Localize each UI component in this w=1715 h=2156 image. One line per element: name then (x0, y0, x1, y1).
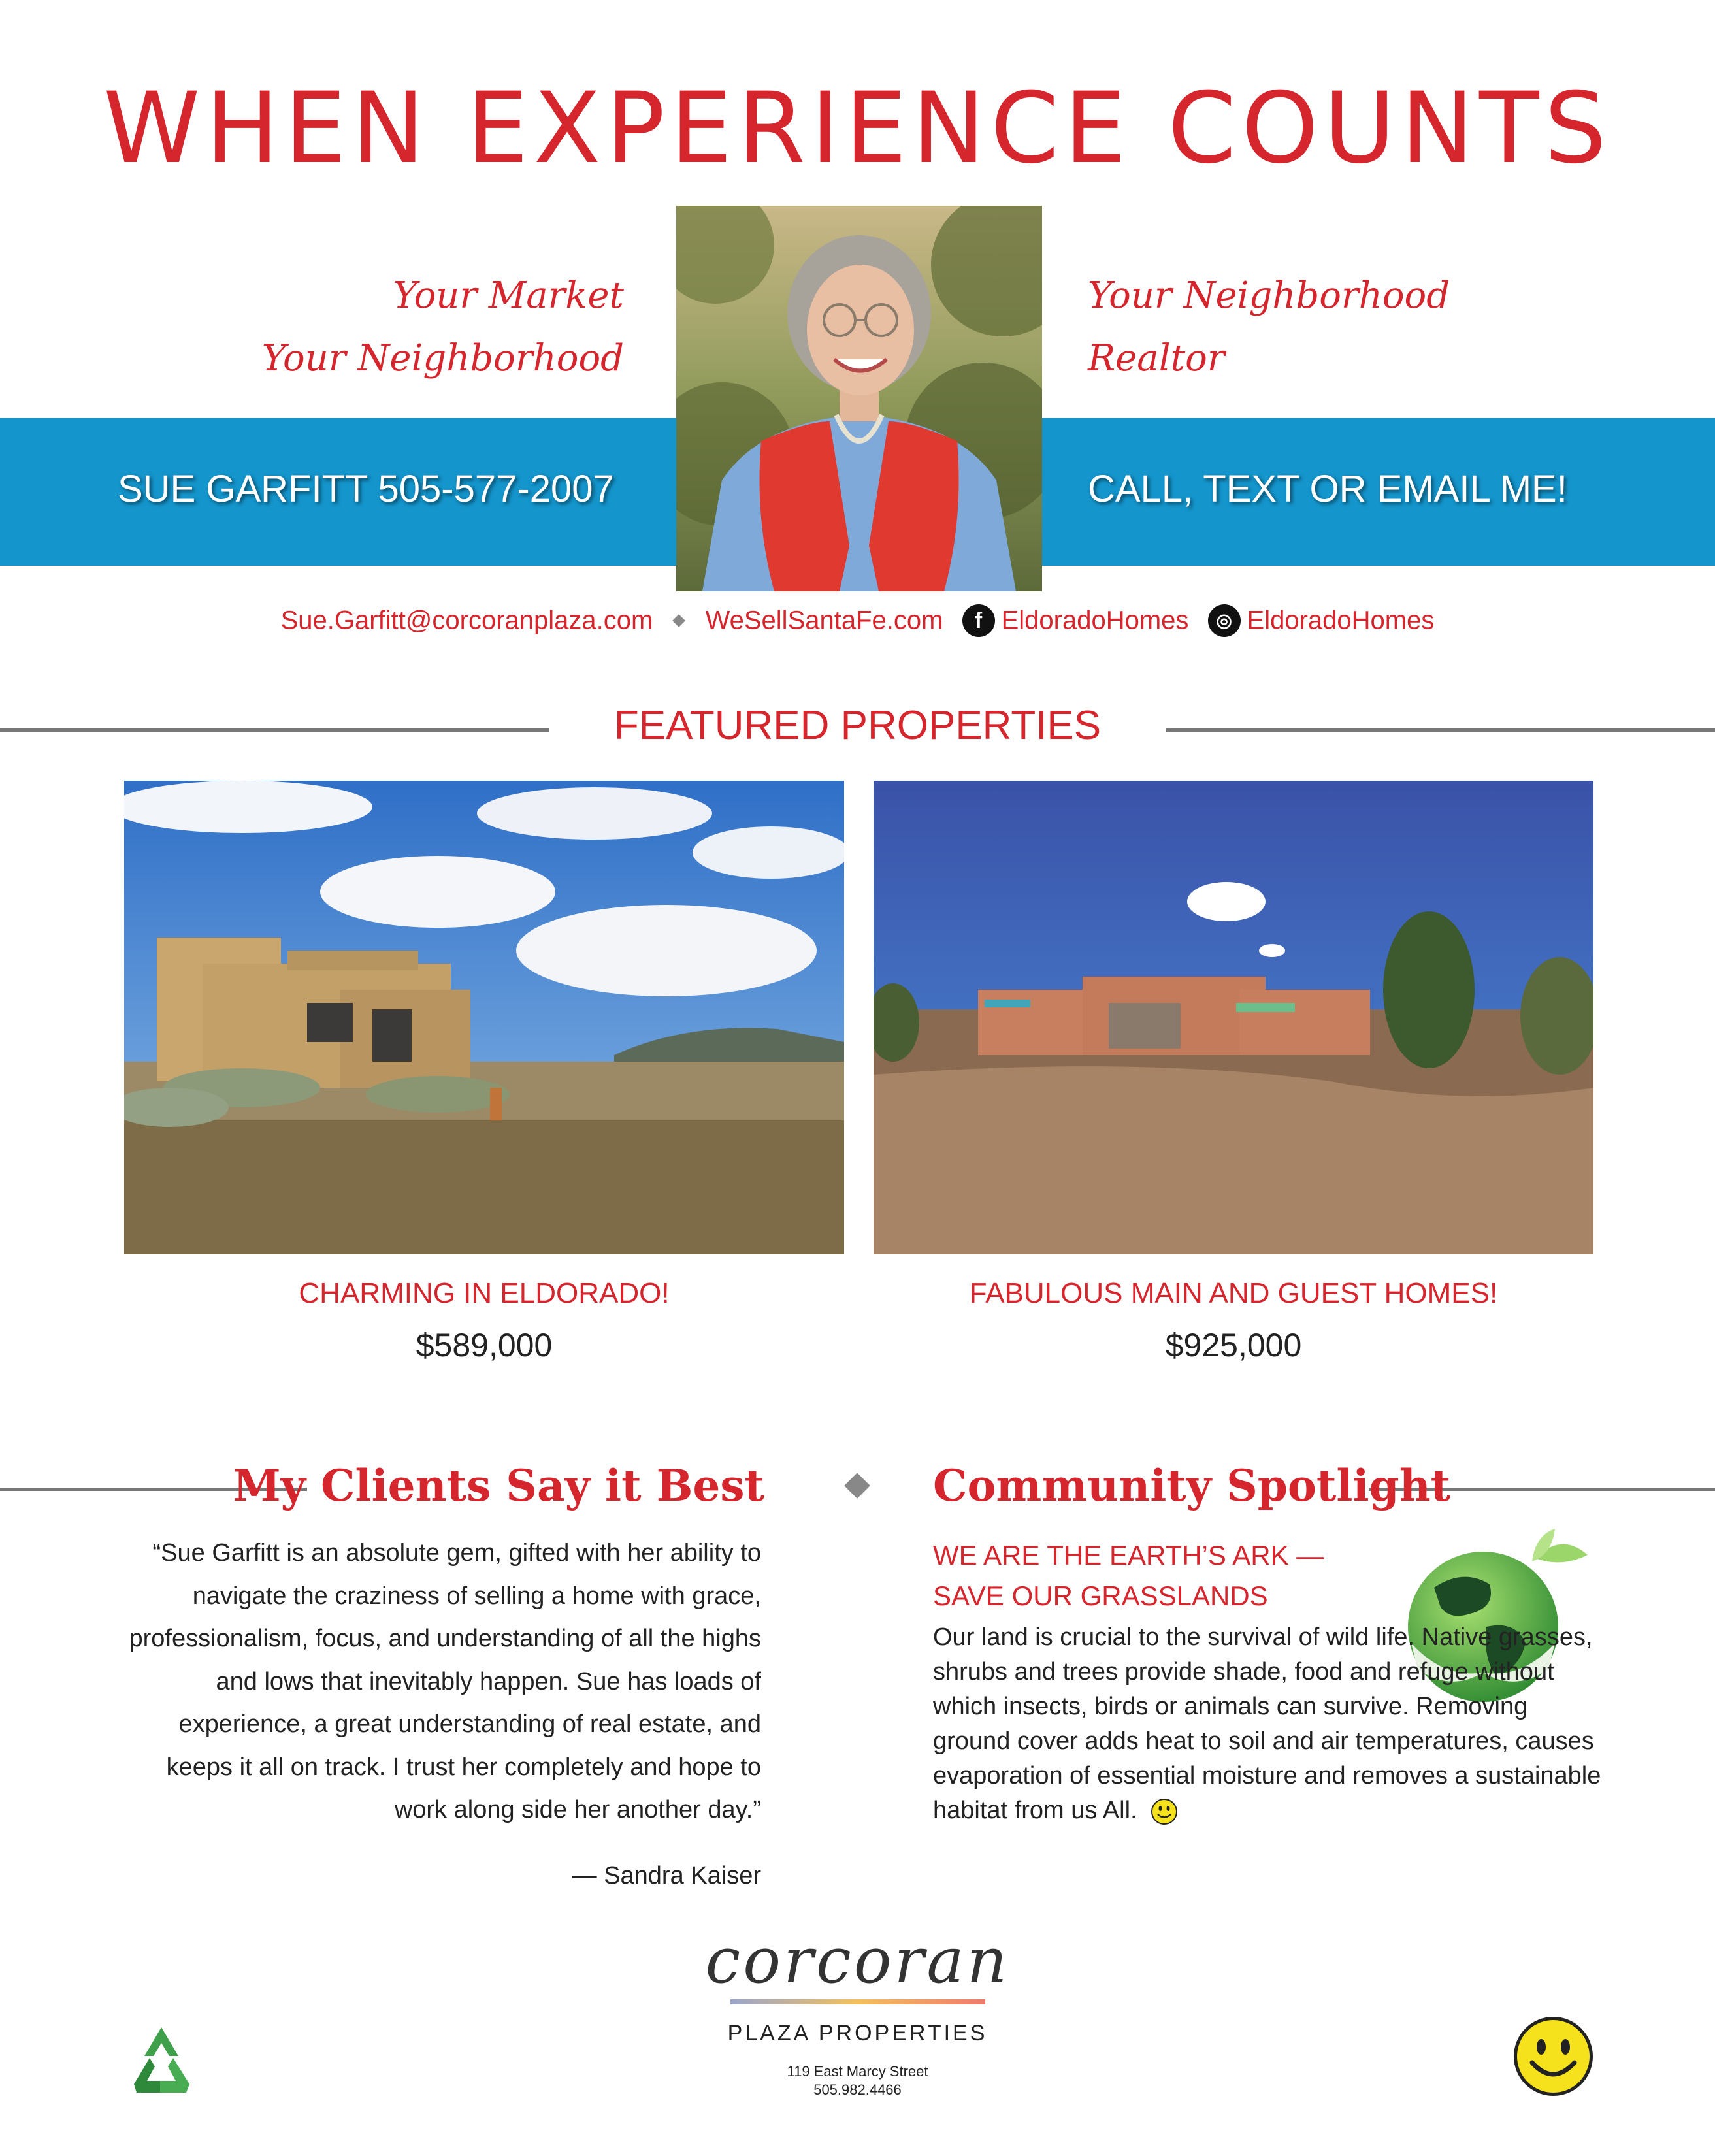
corcoran-logo: corcoran (705, 1924, 1010, 1997)
tagline-left-line-1: Your Market (393, 274, 624, 317)
facebook-icon: f (962, 604, 995, 637)
instagram-handle[interactable]: EldoradoHomes (1247, 606, 1435, 635)
agent-portrait-illustration (676, 206, 1042, 591)
smiley-icon (1151, 1798, 1178, 1825)
logo-gradient-bar (730, 1999, 985, 2004)
adobe-compound-illustration (874, 781, 1593, 1254)
call-to-action: CALL, TEXT OR EMAIL ME! (1088, 468, 1567, 510)
recycle-icon (121, 2022, 203, 2100)
property-2-price: $925,000 (1165, 1327, 1302, 1364)
community-subheading (933, 1535, 1324, 1616)
facebook-handle[interactable]: EldoradoHomes (1001, 606, 1189, 635)
agent-photo (676, 206, 1042, 591)
testimonial-quote: “Sue Garfitt is an absolute gem, gifted with her ability to navigate the craziness of selling a home with grace, professionalism, focus, and understanding of all the highs and lows that inevitably happen. Sue has loads of experience, a great understanding of real estate, and keeps it all on track. I trust her completely and hope to work along side her another day.” (129, 1539, 761, 1823)
office-address (0, 2063, 1715, 2099)
agent-name-phone: SUE GARFITT 505-577-2007 (118, 468, 614, 510)
community-subheading-line-1: WE ARE THE EARTH’S ARK — (933, 1540, 1324, 1571)
instagram-icon: ◎ (1208, 604, 1241, 637)
headline: WHEN EXPERIENCE COUNTS (103, 72, 1612, 186)
tagline-right-line-1: Your Neighborhood (1088, 274, 1450, 317)
featured-properties-title: FEATURED PROPERTIES (613, 703, 1102, 748)
tagline-right (1088, 265, 1450, 390)
email-link[interactable]: Sue.Garfitt@corcoranplaza.com (280, 606, 653, 635)
community-body-text: Our land is crucial to the survival of wild life. Native grasses, shrubs and trees provide shade, food and refuge without which insects, birds or animals can survive. Removing ground cover adds heat to soil and air temperatures, causes evaporation of essential moisture and removes a sustainable habitat from us All. (933, 1624, 1601, 1824)
property-1-title: CHARMING IN ELDORADO! (299, 1277, 670, 1309)
community-subheading-line-2: SAVE OUR GRASSLANDS (933, 1580, 1268, 1611)
office-phone: 505.982.4466 (813, 2082, 902, 2098)
testimonial-author: — Sandra Kaiser (572, 1862, 761, 1889)
property-2-title: FABULOUS MAIN AND GUEST HOMES! (969, 1277, 1498, 1309)
tagline-left-line-2: Your Neighborhood (261, 337, 624, 380)
diamond-separator-icon (844, 1473, 870, 1499)
office-street: 119 East Marcy Street (787, 2063, 928, 2080)
property-2-photo[interactable] (874, 781, 1593, 1254)
office-name: PLAZA PROPERTIES (727, 2021, 988, 2046)
contact-row (0, 604, 1715, 637)
adobe-house-illustration (124, 781, 844, 1254)
tagline-right-line-2: Realtor (1088, 337, 1225, 380)
tagline-left (262, 265, 624, 390)
diamond-separator-icon (673, 614, 686, 627)
website-link[interactable]: WeSellSantaFe.com (705, 606, 943, 635)
property-1-price: $589,000 (416, 1327, 553, 1364)
property-1-photo[interactable] (124, 781, 844, 1254)
testimonial-heading: My Clients Say it Best (233, 1460, 764, 1511)
community-body (933, 1620, 1606, 1828)
community-heading: Community Spotlight (933, 1460, 1451, 1511)
smiley-face-icon (1512, 2016, 1594, 2097)
